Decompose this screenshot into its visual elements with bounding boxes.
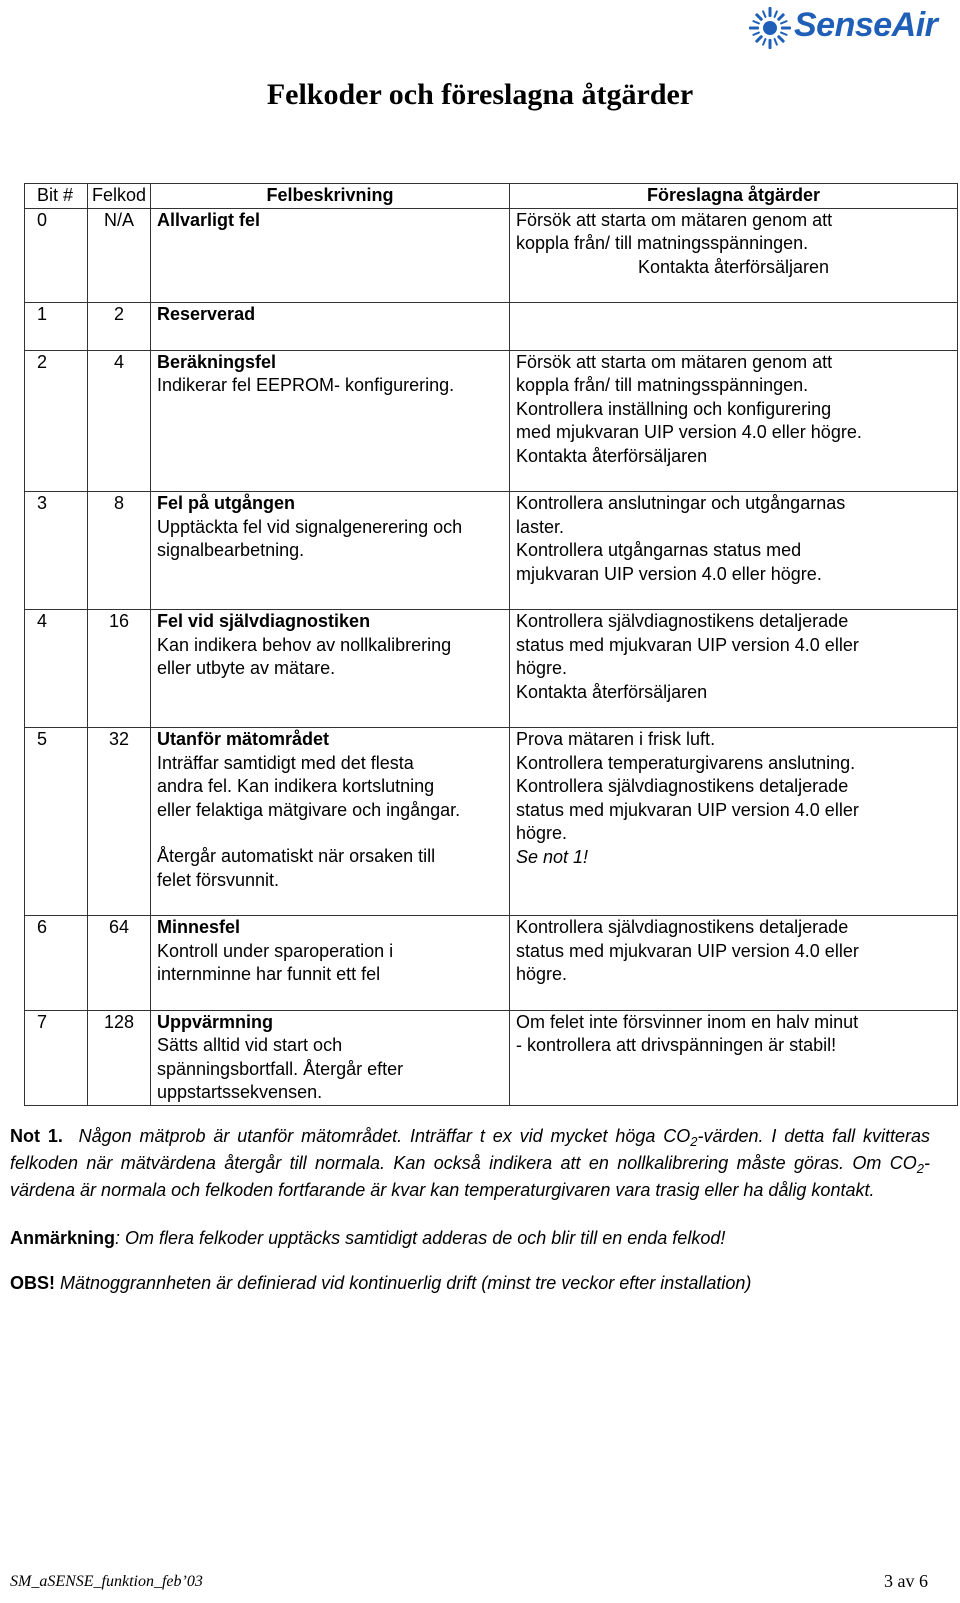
note-remark-text: : Om flera felkoder upptäcks samtidigt adderas de och blir till en enda felkod! <box>115 1228 726 1248</box>
footer-document-id: SM_aSENSE_funktion_feb’03 <box>10 1573 203 1590</box>
code-value: 16 <box>108 611 130 631</box>
note-remark <box>10 1225 930 1252</box>
description-cell <box>151 1010 510 1105</box>
action-cell <box>510 1010 958 1105</box>
bit-value: 5 <box>37 729 48 749</box>
table-row <box>25 208 958 303</box>
action-line: laster. <box>516 516 565 537</box>
action-cell <box>510 916 958 1011</box>
note-obs-label: OBS! <box>10 1273 55 1293</box>
description-cell <box>151 916 510 1011</box>
action-line: högre. <box>516 964 568 984</box>
header-description: Felbeskrivning <box>151 184 510 209</box>
table-row <box>25 303 958 351</box>
action-line: status med mjukvaran UIP version 4.0 eller <box>516 634 859 655</box>
bit-value: 0 <box>37 209 48 230</box>
action-cell <box>510 492 958 610</box>
bit-cell <box>25 728 88 916</box>
header-actions: Föreslagna åtgärder <box>510 184 958 209</box>
code-cell <box>88 492 151 610</box>
action-cell <box>510 610 958 728</box>
action-line: mjukvaran UIP version 4.0 eller högre. <box>516 563 822 584</box>
action-line: Kontakta återförsäljaren <box>637 256 830 277</box>
description-cell <box>151 303 510 351</box>
description-line: felet försvunnit. <box>157 869 280 890</box>
action-line: högre. <box>516 658 568 678</box>
description-line: Kontroll under sparoperation i <box>157 940 394 961</box>
description-cell <box>151 492 510 610</box>
action-line: status med mjukvaran UIP version 4.0 eller <box>516 940 859 961</box>
bit-cell <box>25 208 88 303</box>
action-line: Om felet inte försvinner inom en halv minut <box>516 1011 859 1032</box>
note-obs <box>10 1270 930 1297</box>
action-line: Försök att starta om mätaren genom att <box>516 351 833 372</box>
code-cell <box>88 208 151 303</box>
action-line: koppla från/ till matningsspänningen. <box>516 233 809 253</box>
action-line: - kontrollera att drivspänningen är stabil! <box>516 1035 837 1055</box>
action-line: Kontrollera självdiagnostikens detaljerade <box>516 917 849 937</box>
code-value: 64 <box>108 917 130 937</box>
description-line: Återgår automatiskt när orsaken till <box>157 846 436 866</box>
bit-value: 2 <box>37 351 48 372</box>
table-row <box>25 728 958 916</box>
action-note: Se not 1! <box>516 846 589 867</box>
bit-cell <box>25 1010 88 1105</box>
note-1 <box>10 1123 930 1204</box>
table-row <box>25 916 958 1011</box>
action-line: högre. <box>516 823 568 843</box>
description-line: Sätts alltid vid start och <box>157 1035 343 1055</box>
notes <box>10 1123 930 1297</box>
table-row <box>25 350 958 492</box>
description-line: internminne har funnit ett fel <box>157 964 381 984</box>
bit-value: 6 <box>37 917 48 937</box>
error-title: Uppvärmning <box>157 1011 274 1032</box>
description-line: Inträffar samtidigt med det flesta <box>157 752 414 773</box>
description-line: uppstartssekvensen. <box>157 1082 323 1102</box>
note-1-sub-2: 2 <box>916 1161 924 1176</box>
note-1-sub-1: 2 <box>690 1134 698 1149</box>
action-cell <box>510 303 958 351</box>
action-line: Prova mätaren i frisk luft. <box>516 729 716 749</box>
code-cell <box>88 610 151 728</box>
action-line: Kontrollera temperaturgivarens anslutning. <box>516 752 856 773</box>
code-value: N/A <box>103 209 134 230</box>
error-title: Beräkningsfel <box>157 351 277 372</box>
header-code: Felkod <box>88 184 151 209</box>
note-1-text-c: -värdena är normala och felkoden fortfarande är kvar kan temperaturgivaren vara trasig eller ha dålig kontakt. <box>10 1153 930 1200</box>
bit-cell <box>25 303 88 351</box>
header-bit: Bit # <box>25 184 88 209</box>
description-line: Kan indikera behov av nollkalibrering <box>157 634 452 655</box>
action-cell <box>510 728 958 916</box>
bit-value: 7 <box>37 1011 48 1032</box>
logo-text: SenseAir <box>794 6 938 44</box>
action-line: med mjukvaran UIP version 4.0 eller högre. <box>516 422 862 442</box>
code-value: 2 <box>113 304 124 324</box>
error-title: Reserverad <box>157 304 256 324</box>
code-cell <box>88 1010 151 1105</box>
action-cell <box>510 350 958 492</box>
bit-value: 1 <box>37 304 48 324</box>
error-title: Fel vid självdiagnostiken <box>157 611 371 631</box>
bit-value: 4 <box>37 611 48 631</box>
action-cell <box>510 208 958 303</box>
action-line: Kontrollera självdiagnostikens detaljerade <box>516 611 849 631</box>
code-value: 32 <box>108 729 130 749</box>
action-line: Försök att starta om mätaren genom att <box>516 209 833 230</box>
description-line: Upptäckta fel vid signalgenerering och <box>157 516 463 537</box>
action-line: Kontakta återförsäljaren <box>516 445 708 466</box>
footer-page-number: 3 av 6 <box>884 1571 928 1591</box>
description-cell <box>151 610 510 728</box>
bit-cell <box>25 916 88 1011</box>
error-title: Allvarligt fel <box>157 209 261 230</box>
senseair-logo <box>748 6 948 50</box>
error-title: Utanför mätområdet <box>157 729 330 749</box>
code-cell <box>88 728 151 916</box>
note-obs-text: Mätnoggrannheten är definierad vid kontinuerlig drift (minst tre veckor efter installation) <box>55 1273 752 1293</box>
description-line: Indikerar fel EEPROM- konfigurering. <box>157 375 455 395</box>
note-1-text-b: -värden. I detta fall kvitteras felkoden när mätvärdena återgår till normala. Kan också indikera att en nollkalibrering måste göras. Om CO <box>10 1126 930 1173</box>
note-1-text-a: Någon mätprob är utanför mätområdet. Inträffar t ex vid mycket höga CO <box>78 1126 691 1146</box>
action-line: status med mjukvaran UIP version 4.0 eller <box>516 799 859 820</box>
code-value: 128 <box>103 1011 135 1032</box>
action-line: Kontrollera självdiagnostikens detaljerade <box>516 776 849 796</box>
code-cell <box>88 350 151 492</box>
action-line: Kontakta återförsäljaren <box>516 681 708 702</box>
description-line: eller utbyte av mätare. <box>157 658 336 678</box>
action-line: Kontrollera anslutningar och utgångarnas <box>516 493 846 513</box>
code-cell <box>88 916 151 1011</box>
page-title: Felkoder och föreslagna åtgärder <box>266 78 694 111</box>
code-cell <box>88 303 151 351</box>
action-line: Kontrollera utgångarnas status med <box>516 540 802 560</box>
action-line: koppla från/ till matningsspänningen. <box>516 375 809 395</box>
description-cell <box>151 208 510 303</box>
description-line: andra fel. Kan indikera kortslutning <box>157 776 435 796</box>
table-row <box>25 610 958 728</box>
sun-icon <box>748 6 792 50</box>
description-cell <box>151 350 510 492</box>
action-line: Kontrollera inställning och konfigurering <box>516 398 832 419</box>
description-cell <box>151 728 510 916</box>
bit-cell <box>25 610 88 728</box>
note-1-label: Not 1. <box>10 1126 63 1146</box>
description-line: eller felaktiga mätgivare och ingångar. <box>157 799 461 820</box>
error-code-table <box>24 183 958 1106</box>
description-line: signalbearbetning. <box>157 540 305 560</box>
error-title: Fel på utgången <box>157 493 296 513</box>
code-value: 4 <box>113 351 124 372</box>
bit-cell <box>25 350 88 492</box>
bit-value: 3 <box>37 493 48 513</box>
code-value: 8 <box>113 493 124 513</box>
table-row <box>25 1010 958 1105</box>
error-title: Minnesfel <box>157 917 241 937</box>
bit-cell <box>25 492 88 610</box>
table-header-row <box>25 184 958 209</box>
table-row <box>25 492 958 610</box>
description-line: spänningsbortfall. Återgår efter <box>157 1058 404 1079</box>
note-remark-label: Anmärkning <box>10 1228 116 1248</box>
